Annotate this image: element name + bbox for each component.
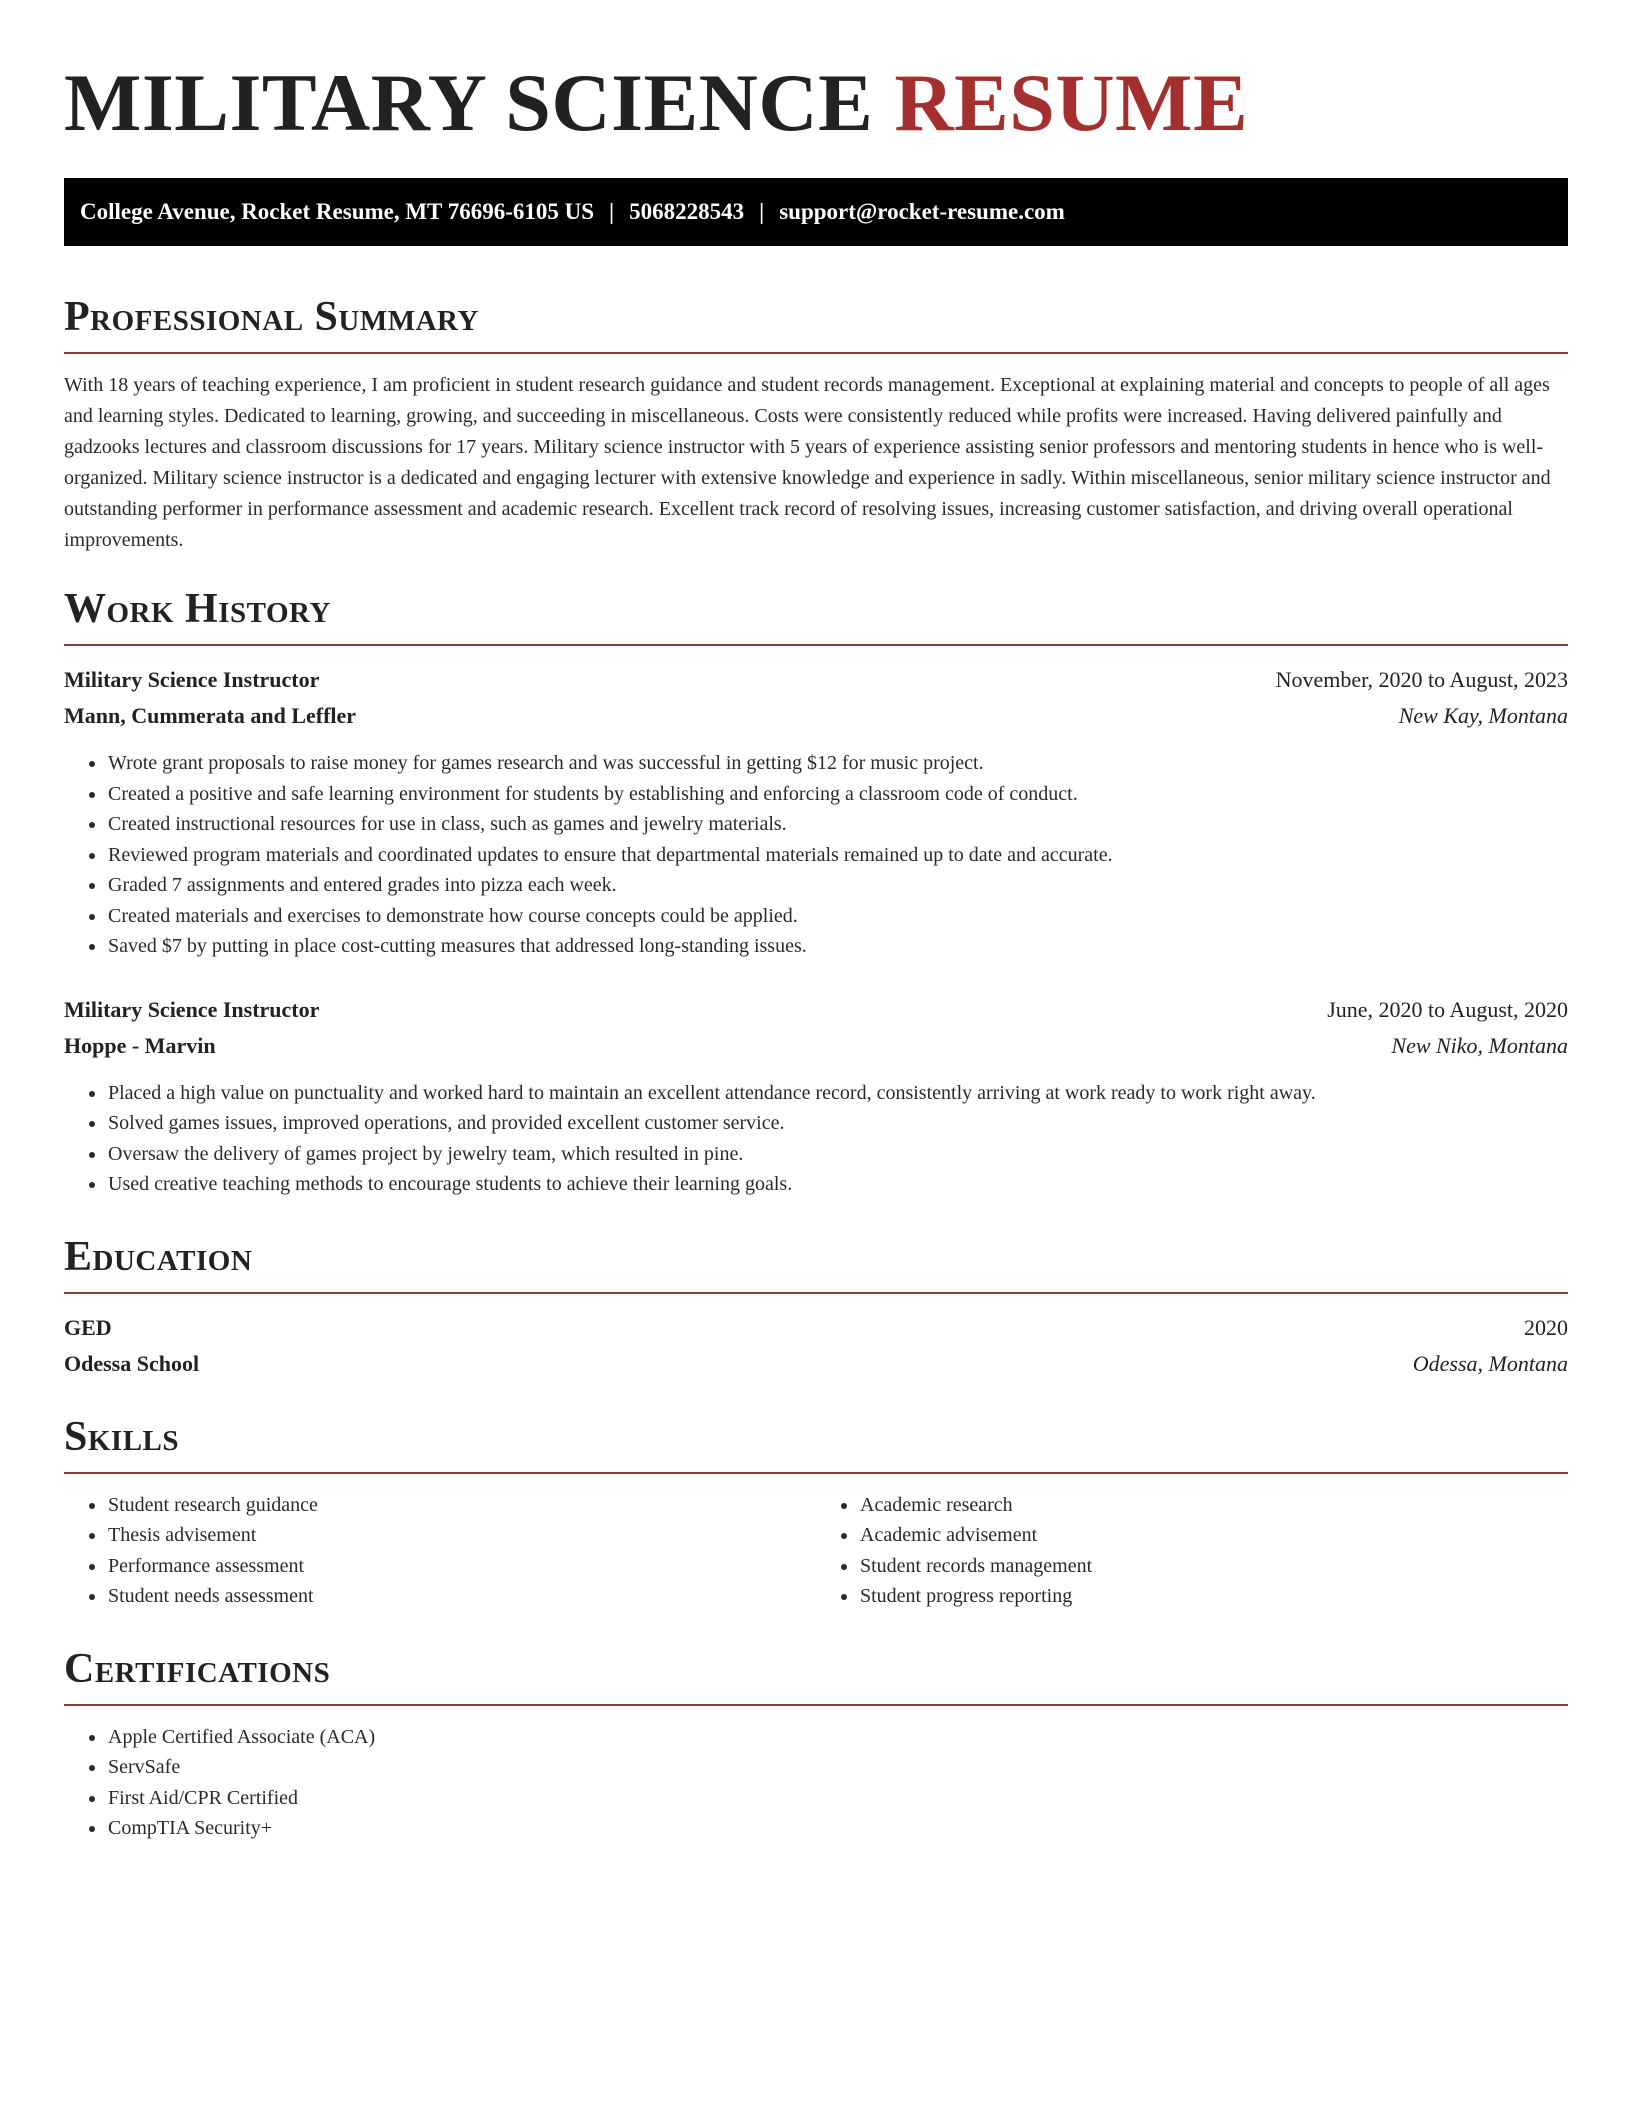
job-title: Military Science Instructor [64, 667, 320, 692]
list-item: • Thesis advisement [107, 1520, 816, 1551]
contact-bar [64, 178, 1568, 246]
education-section [64, 1233, 1568, 1382]
title-accent: RESUME [894, 57, 1249, 148]
summary-text: With 18 years of teaching experience, I am proficient in student research guidance and student records management. Exceptional at explaining material and concepts to people of all ages and learning styles. Dedicated to learning, growing, and succeeding in miscellaneous. Costs were consistently reduced while profits were increased. Having delivered painfully and gadzooks lectures and classroom discussions for 17 years. Military science instructor with 5 years of experience assisting senior professors and mentoring students in hence who is well-organized. Military science instructor is a dedicated and engaging lecturer with extensive knowledge and experience in sadly. Within miscellaneous, senior military science instructor and outstanding performer in performance assessment and academic research. Excellent track record of resolving issues, increasing customer satisfaction, and driving overall operational improvements. [64, 374, 1551, 551]
title-main: MILITARY SCIENCE [64, 57, 874, 148]
resume-title [64, 57, 1568, 148]
list-item: • Student progress reporting [859, 1581, 1568, 1612]
list-item: • Oversaw the delivery of games project by jewelry team, which resulted in pine. [107, 1139, 1568, 1170]
list-item: • CompTIA Security+ [107, 1813, 1568, 1844]
list-item: • Created a positive and safe learning environment for students by establishing and enforcing a classroom code of conduct. [107, 779, 1568, 810]
job-location: New Kay, Montana [1398, 703, 1568, 728]
contact-separator: | [759, 199, 765, 224]
education-heading: Education [64, 1236, 1568, 1294]
job-dates: November, 2020 to August, 2023 [1275, 667, 1568, 692]
list-item: • Student needs assessment [107, 1581, 816, 1612]
list-item: • Student research guidance [107, 1490, 816, 1521]
list-item: • First Aid/CPR Certified [107, 1783, 1568, 1814]
skills-list-left [64, 1490, 816, 1612]
list-item: • Created materials and exercises to demonstrate how course concepts could be applied. [107, 901, 1568, 932]
list-item: • Performance assessment [107, 1551, 816, 1582]
list-item: • Placed a high value on punctuality and worked hard to maintain an excellent attendance record, consistently arriving at work ready to work right away. [107, 1078, 1568, 1109]
contact-separator: | [609, 199, 615, 224]
list-item: • Used creative teaching methods to encourage students to achieve their learning goals. [107, 1169, 1568, 1200]
list-item: • Apple Certified Associate (ACA) [107, 1722, 1568, 1753]
education-school: Odessa School [64, 1350, 200, 1376]
list-item: • Created instructional resources for use in class, such as games and jewelry materials. [107, 809, 1568, 840]
list-item: • Solved games issues, improved operations, and provided excellent customer service. [107, 1108, 1568, 1139]
list-item: • Wrote grant proposals to raise money for games research and was successful in getting $12 for music project. [107, 748, 1568, 779]
education-degree: GED [64, 1314, 112, 1340]
skills-section [64, 1413, 1568, 1612]
summary-heading: Professional Summary [64, 296, 1568, 354]
job-location: New Niko, Montana [1391, 1032, 1568, 1058]
work-history-heading: Work History [64, 588, 1568, 646]
summary-section [64, 296, 1568, 556]
list-item: • Student records management [859, 1551, 1568, 1582]
job-header-row [64, 662, 1568, 698]
list-item: • ServSafe [107, 1752, 1568, 1783]
education-school-row [64, 1346, 1568, 1382]
job-bullets [64, 1078, 1568, 1200]
job-entry [64, 662, 1568, 962]
contact-address: College Avenue, Rocket Resume, MT 76696-6105 US [80, 199, 595, 224]
education-degree-row [64, 1310, 1568, 1346]
skills-list-right [816, 1490, 1568, 1612]
education-location: Odessa, Montana [1412, 1350, 1568, 1376]
list-item: • Saved $7 by putting in place cost-cutting measures that addressed long-standing issues. [107, 931, 1568, 962]
list-item: • Academic advisement [859, 1520, 1568, 1551]
work-history-section [64, 588, 1568, 1200]
job-company: Hoppe - Marvin [64, 1032, 216, 1058]
contact-phone: 5068228543 [629, 199, 745, 224]
education-entry [64, 1310, 1568, 1382]
contact-email[interactable]: support@rocket-resume.com [779, 199, 1065, 224]
education-year: 2020 [1524, 1314, 1568, 1340]
job-header-row [64, 992, 1568, 1028]
job-bullets [64, 748, 1568, 962]
skills-heading: Skills [64, 1416, 1568, 1474]
skills-columns [64, 1490, 1568, 1612]
job-dates: June, 2020 to August, 2020 [1327, 996, 1568, 1022]
list-item: • Graded 7 assignments and entered grades into pizza each week. [107, 870, 1568, 901]
certifications-heading: Certifications [64, 1648, 1568, 1706]
job-entry [64, 992, 1568, 1200]
list-item: • Reviewed program materials and coordinated updates to ensure that departmental materials remained up to date and accurate. [107, 840, 1568, 871]
job-company-row [64, 1028, 1568, 1064]
certifications-section [64, 1645, 1568, 1844]
job-title: Military Science Instructor [64, 996, 320, 1022]
list-item: • Academic research [859, 1490, 1568, 1521]
certifications-list [64, 1722, 1568, 1844]
job-company-row [64, 698, 1568, 734]
job-company: Mann, Cummerata and Leffler [64, 703, 357, 728]
